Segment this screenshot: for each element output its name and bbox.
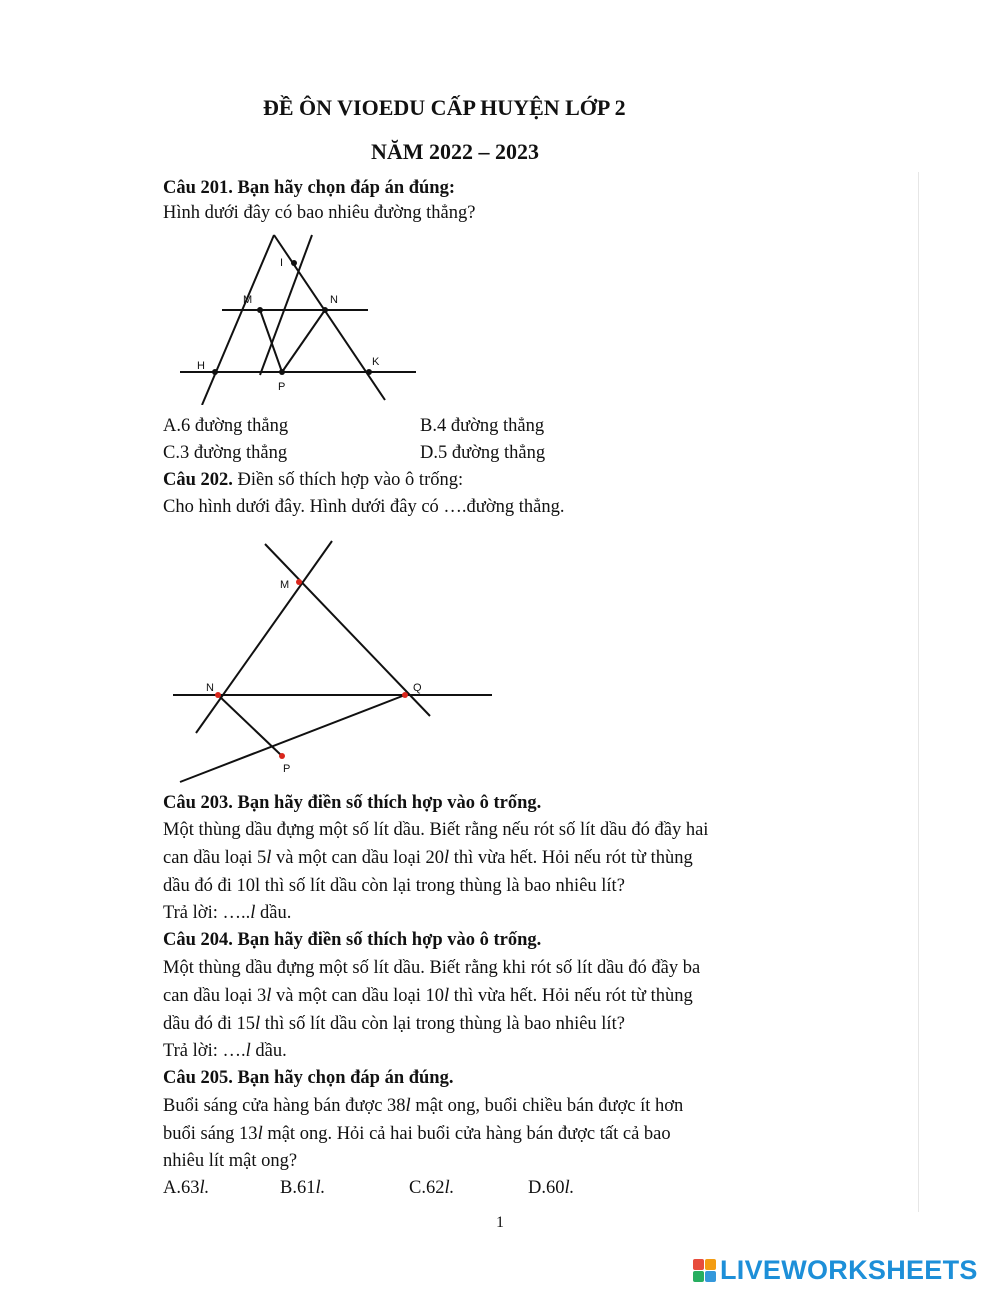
q202-question: Cho hình dưới đây. Hình dưới đây có ….đường thẳng. (163, 497, 565, 517)
q204-label: Câu 204. (163, 930, 233, 950)
unit-liter: l (444, 986, 450, 1006)
unit-liter: l (245, 1041, 251, 1061)
q201-point-p: P (278, 381, 286, 393)
q205-line1-b: mật ong, buổi chiều bán được ít hơn (410, 1096, 684, 1116)
q205-option-d[interactable] (528, 1178, 574, 1199)
liveworksheets-icon (693, 1259, 716, 1282)
q202-label: Câu 202. (163, 470, 233, 490)
q205-option-a[interactable] (163, 1178, 209, 1199)
q203-line1: Một thùng dầu đựng một số lít dầu. Biết rằng nếu rót số lít dầu đó đầy hai (163, 820, 709, 840)
q202-point-p: P (283, 763, 291, 775)
q204-heading (163, 930, 541, 951)
unit-liter: l (444, 848, 450, 868)
page-subtitle-year: NĂM 2022 – 2023 (371, 139, 540, 164)
q205-line2-b: mật ong. Hỏi cả hai buổi cửa hàng bán được tất cả bao (262, 1124, 671, 1144)
q201-option-a[interactable]: A.6 đường thẳng (163, 416, 289, 436)
q201-point-n: N (330, 294, 338, 306)
q203-line3: dầu đó đi 10l thì số lít dầu còn lại trong thùng là bao nhiêu lít? (163, 876, 625, 896)
q204-line2-a: can dầu loại 3 (163, 986, 267, 1006)
q202-point-m: M (280, 579, 290, 591)
q203-answer-b: dầu. (255, 903, 292, 923)
liveworksheets-brand-name: LIVEWORKSHEETS (720, 1255, 978, 1285)
q204-line3 (163, 1014, 625, 1035)
unit-liter: l (250, 903, 256, 923)
q203-instruction: Bạn hãy điền số thích hợp vào ô trống. (232, 793, 542, 813)
q205-option-b-num: B.61 (280, 1178, 316, 1198)
q203-heading (163, 793, 541, 814)
q204-line2 (163, 986, 693, 1007)
unit-liter: l (254, 1014, 261, 1034)
q205-line2 (163, 1124, 671, 1145)
q204-answer-a: Trả lời: …. (163, 1041, 246, 1061)
q201-point-k: K (372, 356, 380, 368)
unit-liter: l (257, 1124, 263, 1144)
q205-line2-a: buổi sáng 13 (163, 1124, 258, 1144)
unit-liter: l (266, 986, 272, 1006)
q203-answer-a: Trả lời: ….. (163, 903, 251, 923)
q201-option-d[interactable]: D.5 đường thẳng (420, 443, 546, 463)
q203-label: Câu 203. (163, 793, 233, 813)
q202-figure (170, 538, 500, 791)
page-edge (918, 172, 919, 1212)
page-title: ĐỀ ÔN VIOEDU CẤP HUYỆN LỚP 2 (263, 95, 626, 120)
q204-line1: Một thùng dầu đựng một số lít dầu. Biết rằng khi rót số lít dầu đó đầy ba (163, 958, 701, 978)
q203-answer[interactable] (163, 903, 291, 924)
q201-option-c[interactable]: C.3 đường thẳng (163, 443, 288, 463)
q204-answer-b: dầu. (250, 1041, 287, 1061)
q205-option-c[interactable] (409, 1178, 454, 1199)
q205-option-c-num: C.62 (409, 1178, 445, 1198)
q201-label: Câu 201. (163, 178, 233, 198)
q205-option-a-num: A.63 (163, 1178, 200, 1198)
q203-line2-b: và một can dầu loại 20 (271, 848, 445, 868)
unit-liter: l. (564, 1178, 575, 1198)
q201-instruction: Bạn hãy chọn đáp án đúng: (232, 178, 456, 198)
q201-point-m: M (243, 294, 253, 306)
q205-label: Câu 205. (163, 1068, 233, 1088)
q205-instruction: Bạn hãy chọn đáp án đúng. (232, 1068, 454, 1088)
unit-liter: l (266, 848, 272, 868)
q203-line2-c: thì vừa hết. Hỏi nếu rót từ thùng (449, 848, 693, 868)
q202-instruction: Điền số thích hợp vào ô trống: (232, 470, 464, 490)
q201-point-i: I (280, 257, 284, 269)
q204-line2-b: và một can dầu loại 10 (271, 986, 445, 1006)
q201-point-h: H (197, 360, 205, 372)
q205-line1 (163, 1096, 683, 1117)
q205-option-b[interactable] (280, 1178, 325, 1199)
q204-answer[interactable] (163, 1041, 287, 1062)
unit-liter: l (405, 1096, 411, 1116)
q203-line2-a: can dầu loại 5 (163, 848, 267, 868)
unit-liter: l. (199, 1178, 210, 1198)
q202-point-q: Q (413, 682, 422, 694)
q204-instruction: Bạn hãy điền số thích hợp vào ô trống. (232, 930, 542, 950)
q205-line1-a: Buổi sáng cửa hàng bán được 38 (163, 1096, 406, 1116)
page-number: 1 (496, 1214, 504, 1231)
q201-option-b[interactable]: B.4 đường thẳng (420, 416, 545, 436)
q205-option-d-num: D.60 (528, 1178, 565, 1198)
unit-liter: l. (315, 1178, 326, 1198)
q204-line2-c: thì vừa hết. Hỏi nếu rót từ thùng (449, 986, 693, 1006)
q204-line3-b: thì số lít dầu còn lại trong thùng là bao nhiêu lít? (260, 1014, 625, 1034)
q205-heading (163, 1068, 453, 1089)
q205-line3: nhiêu lít mật ong? (163, 1151, 298, 1171)
q201-figure (170, 230, 430, 410)
q204-line3-a: dầu đó đi 15 (163, 1014, 255, 1034)
q201-heading (163, 178, 455, 199)
q201-question: Hình dưới đây có bao nhiêu đường thẳng? (163, 203, 476, 223)
unit-liter: l. (444, 1178, 455, 1198)
q202-heading (163, 470, 463, 491)
q202-point-n: N (206, 682, 214, 694)
q203-line2 (163, 848, 693, 869)
liveworksheets-logo[interactable] (693, 1255, 978, 1286)
